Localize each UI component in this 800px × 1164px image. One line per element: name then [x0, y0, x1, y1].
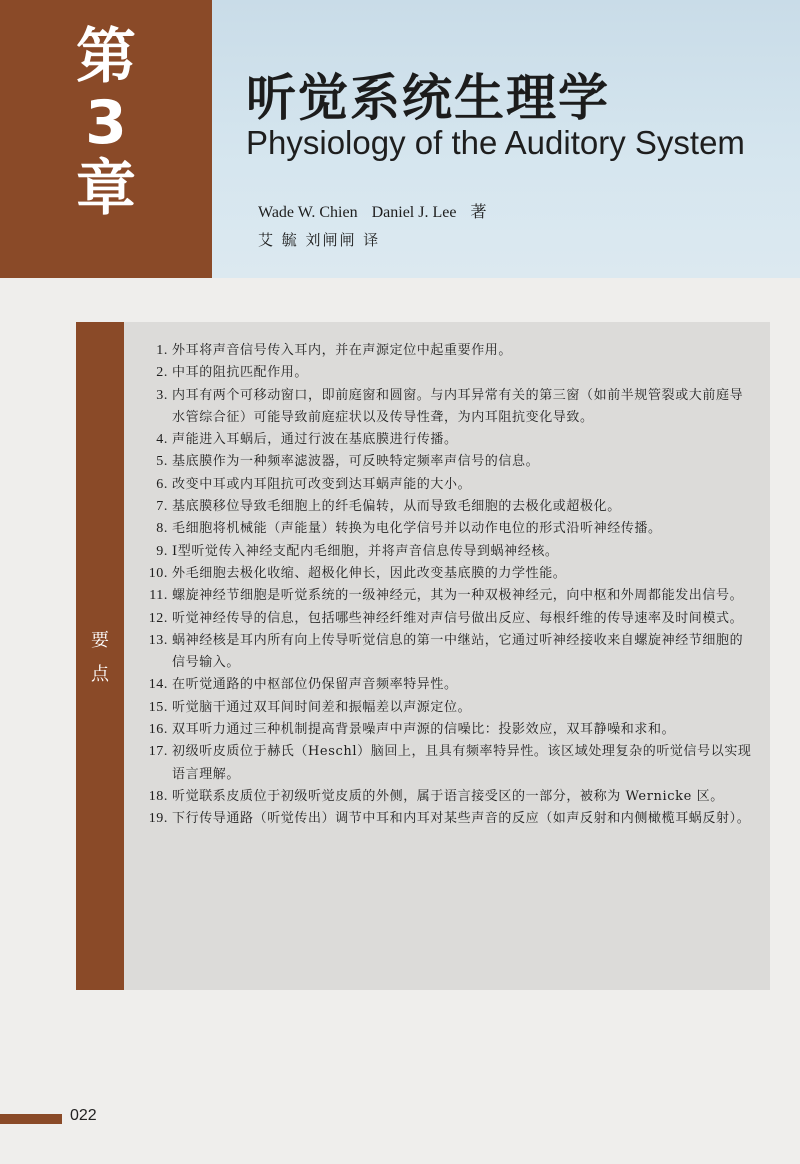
key-point-number: 1.: [156, 343, 168, 358]
key-point-number: 11.: [149, 588, 168, 604]
key-point-item: [148, 719, 756, 741]
key-point-text: 蜗神经核是耳内所有向上传导听觉信息的第一中继站，它通过听神经接收来自螺旋神经节细胞的信号输入。: [172, 632, 744, 671]
author-2: Daniel J. Lee: [371, 204, 457, 221]
key-point-number: 15.: [148, 699, 168, 715]
key-point-item: [149, 585, 756, 607]
authors-line: [258, 199, 500, 222]
key-point-text: 毛细胞将机械能（声能量）转换为电化学信号并以动作电位的形式沿听神经传播。: [172, 521, 662, 537]
key-point-item: [148, 674, 756, 696]
key-point-item: [156, 362, 756, 384]
key-point-number: 9.: [156, 543, 168, 559]
key-point-number: 13.: [148, 632, 168, 648]
key-point-text: 听觉神经传导的信息，包括哪些神经纤维对声信号做出反应、每根纤维的传导速率及时间模式。: [172, 610, 744, 626]
key-point-text: 在听觉通路的中枢部位仍保留声音频率特异性。: [172, 677, 458, 693]
chapter-title-en: Physiology of the Auditory System: [246, 124, 745, 161]
key-point-number: 6.: [156, 476, 168, 492]
key-point-number: 8.: [156, 521, 168, 537]
chapter-char-2: 3: [85, 88, 127, 158]
key-point-number: 4.: [156, 432, 168, 448]
translators-line: 艾 毓 刘闸闸 译: [258, 231, 381, 249]
key-point-text: 初级听皮质位于赫氏（Heschl）脑回上，且具有频率特异性。该区域处理复杂的听觉信号以实现语言理解。: [172, 744, 752, 782]
chapter-title-cn: 听觉系统生理学: [246, 69, 610, 127]
key-point-number: 5.: [156, 454, 168, 470]
footer-accent-bar: [0, 1114, 62, 1124]
key-point-item: [148, 697, 756, 719]
chapter-char-3: 章: [76, 154, 136, 224]
key-point-item: [148, 563, 756, 585]
key-point-text: 螺旋神经节细胞是听觉系统的一级神经元，其为一种双极神经元，向中枢和外周都能发出信号。: [172, 588, 744, 604]
key-point-item: [156, 340, 756, 362]
key-point-item: [156, 385, 756, 430]
key-point-text: 改变中耳或内耳阻抗可改变到达耳蜗声能的大小。: [172, 476, 472, 492]
key-points-sidebar: [76, 322, 124, 990]
key-point-text: 听觉联系皮质位于初级听觉皮质的外侧，属于语言接受区的一部分，被称为 Wernicke 区。: [172, 788, 724, 804]
key-point-number: 18.: [148, 788, 168, 804]
author-role: 著: [470, 204, 487, 221]
key-points-box: [76, 322, 770, 990]
key-point-text: 基底膜作为一种频率滤波器，可反映特定频率声信号的信息。: [172, 454, 540, 470]
key-point-text: Ⅰ型听觉传入神经支配内毛细胞，并将声音信息传导到蜗神经核。: [172, 543, 559, 559]
key-point-item: [156, 496, 756, 518]
key-point-text: 内耳有两个可移动窗口，即前庭窗和圆窗。与内耳异常有关的第三窗（如前半规管裂或大前庭导水管综合征）可能导致前庭症状以及传导性聋，为内耳阻抗变化导致。: [172, 387, 744, 425]
key-point-number: 19.: [148, 811, 168, 827]
key-point-item: [156, 429, 756, 451]
key-point-text: 下行传导通路（听觉传出）调节中耳和内耳对某些声音的反应（如声反射和内侧橄榄耳蜗反射）。: [172, 811, 751, 827]
key-point-number: 10.: [148, 565, 168, 581]
key-point-item: [148, 608, 756, 630]
key-point-text: 听觉脑干通过双耳间时间差和振幅差以声源定位。: [172, 699, 472, 715]
key-point-number: 7.: [156, 499, 168, 515]
key-points-label-char-2: 点: [91, 664, 109, 685]
author-1: Wade W. Chien: [258, 204, 358, 221]
key-point-item: [156, 474, 756, 496]
key-point-number: 2.: [156, 365, 168, 381]
key-points-label-char-1: 要: [91, 630, 109, 651]
key-point-number: 14.: [148, 677, 168, 693]
key-point-number: 3.: [156, 387, 168, 403]
key-point-item: [148, 741, 756, 786]
key-point-text: 双耳听力通过三种机制提高背景噪声中声源的信噪比：投影效应，双耳静噪和求和。: [172, 722, 676, 738]
key-point-number: 16.: [148, 722, 168, 738]
key-point-text: 外毛细胞去极化收缩、超极化伸长，因此改变基底膜的力学性能。: [172, 565, 567, 581]
key-points-label: [76, 624, 124, 692]
key-point-text: 外耳将声音信号传入耳内，并在声源定位中起重要作用。: [172, 343, 513, 358]
key-point-item: [156, 541, 756, 563]
key-point-text: 声能进入耳蜗后，通过行波在基底膜进行传播。: [172, 432, 458, 448]
key-point-item: [148, 630, 756, 675]
key-points-list: [148, 340, 756, 831]
page-number: 022: [70, 1107, 97, 1124]
key-point-text: 中耳的阻抗匹配作用。: [172, 365, 309, 381]
key-point-number: 17.: [148, 744, 168, 760]
key-point-item: [148, 808, 756, 830]
key-point-item: [156, 451, 756, 473]
key-point-item: [156, 518, 756, 540]
key-point-item: [148, 786, 756, 808]
chapter-header: [0, 0, 800, 278]
chapter-char-1: 第: [76, 22, 136, 92]
key-point-text: 基底膜移位导致毛细胞上的纤毛偏转，从而导致毛细胞的去极化或超极化。: [172, 499, 621, 515]
chapter-number-block: [0, 0, 212, 278]
key-point-number: 12.: [148, 610, 168, 626]
